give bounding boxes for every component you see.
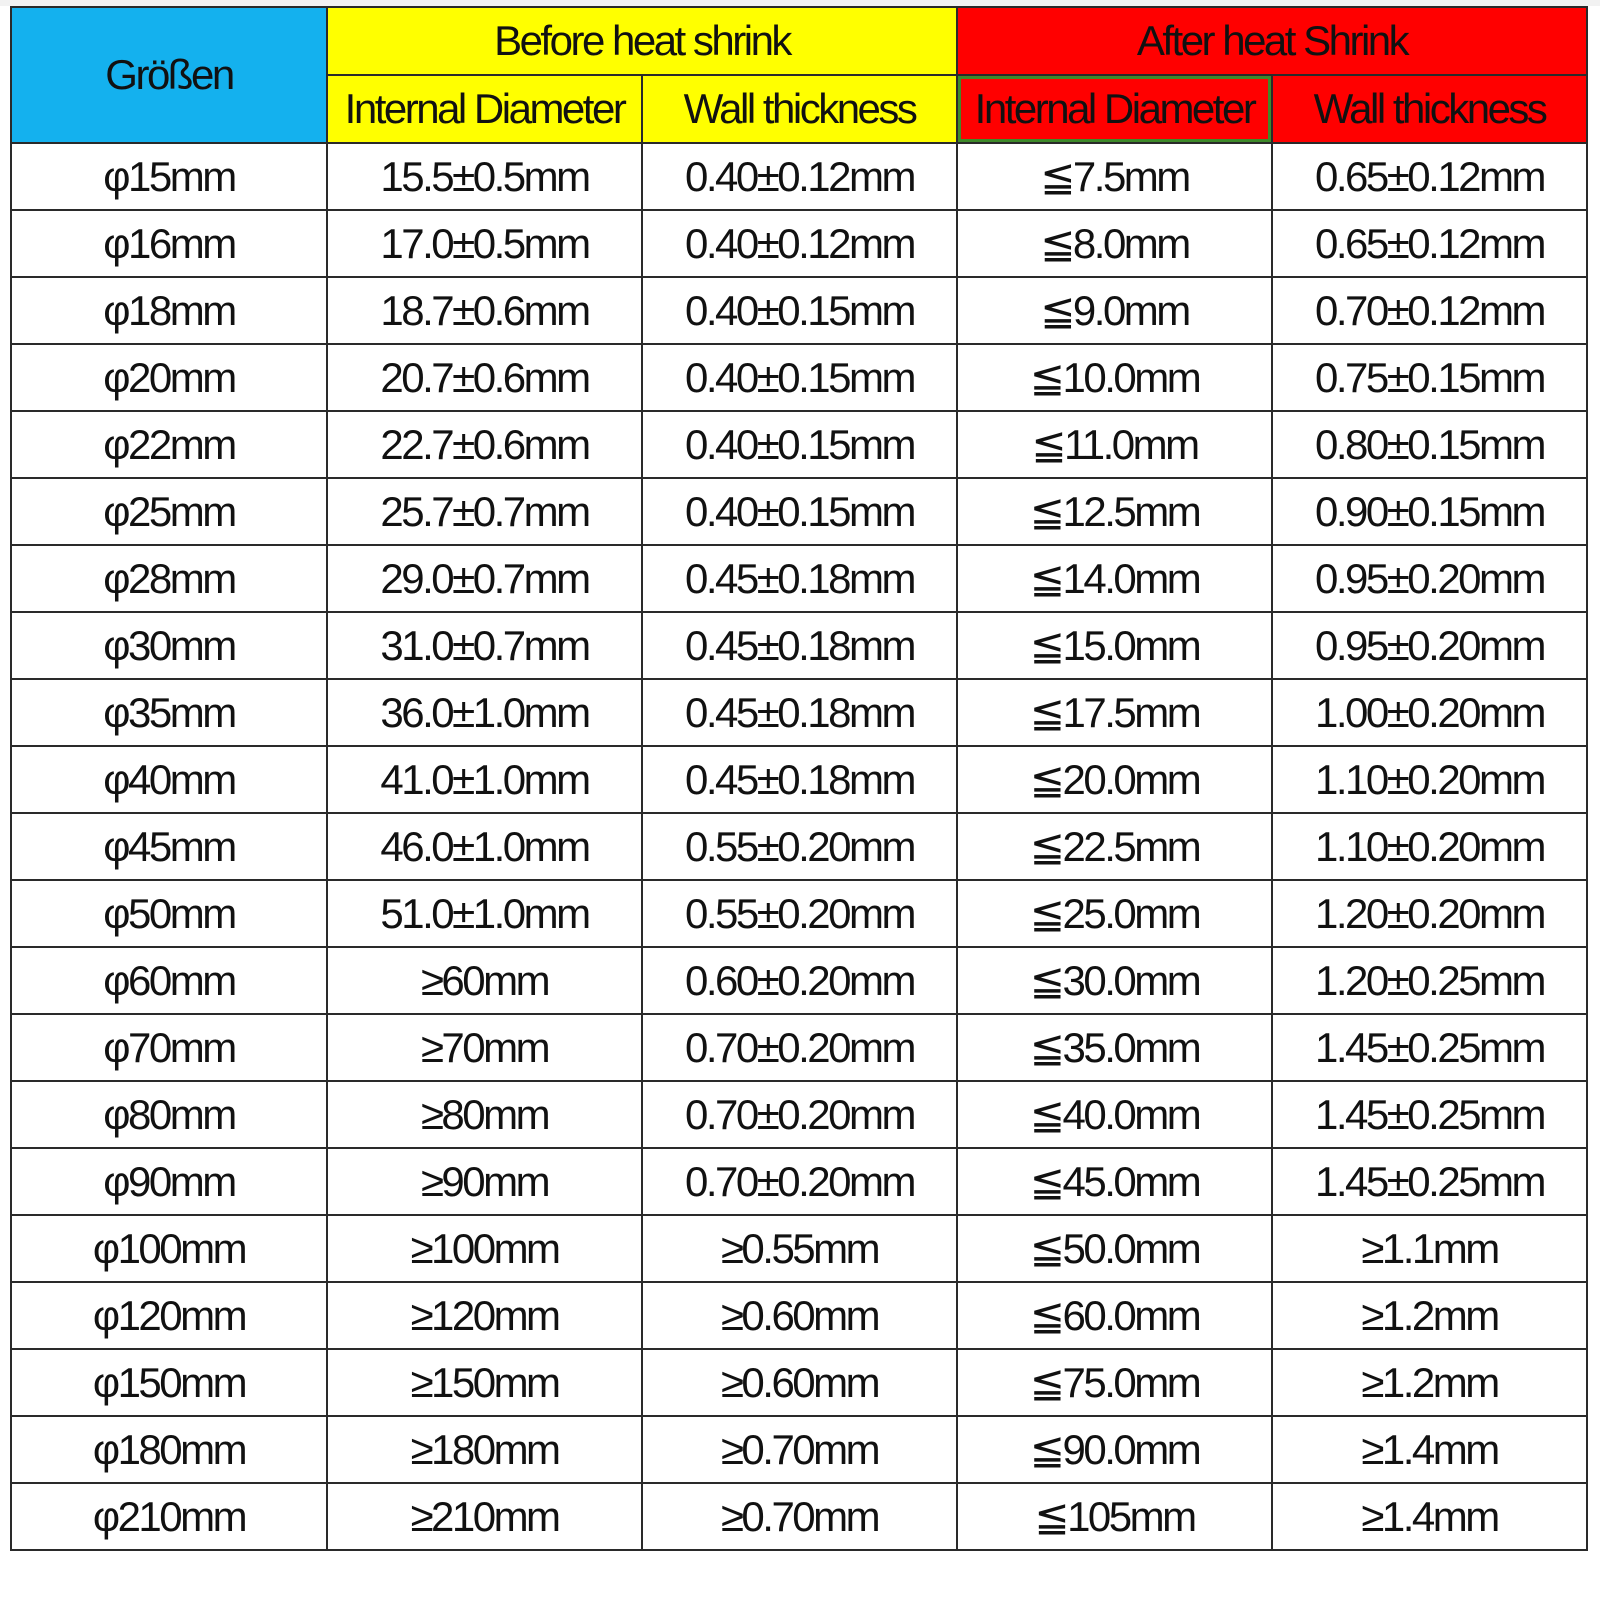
table-row [11, 880, 1587, 947]
after-internal-diameter-cell[interactable]: ≦60.0mm [957, 1282, 1272, 1349]
before-internal-diameter-cell[interactable]: ≥150mm [327, 1349, 642, 1416]
before-wall-thickness-cell[interactable]: 0.55±0.20mm [642, 813, 957, 880]
before-wall-thickness-cell[interactable]: 0.45±0.18mm [642, 545, 957, 612]
before-internal-diameter-cell[interactable]: 20.7±0.6mm [327, 344, 642, 411]
before-wall-thickness-cell[interactable]: 0.40±0.12mm [642, 143, 957, 210]
table-row [11, 1483, 1587, 1550]
after-internal-diameter-cell[interactable]: ≦45.0mm [957, 1148, 1272, 1215]
before-internal-diameter-cell[interactable]: ≥120mm [327, 1282, 642, 1349]
before-wall-thickness-cell[interactable]: 0.40±0.15mm [642, 411, 957, 478]
size-cell[interactable]: φ18mm [11, 277, 327, 344]
after-wall-thickness-cell[interactable]: 1.10±0.20mm [1272, 746, 1587, 813]
before-wall-thickness-cell[interactable]: 0.70±0.20mm [642, 1014, 957, 1081]
before-wall-thickness-cell[interactable]: 0.70±0.20mm [642, 1148, 957, 1215]
table-row [11, 1215, 1587, 1282]
table-row [11, 1282, 1587, 1349]
size-cell[interactable]: φ60mm [11, 947, 327, 1014]
before-wall-thickness-header[interactable]: Wall thickness [642, 75, 957, 143]
after-internal-diameter-cell[interactable]: ≦11.0mm [957, 411, 1272, 478]
after-internal-diameter-cell[interactable]: ≦8.0mm [957, 210, 1272, 277]
after-wall-thickness-cell[interactable]: 1.10±0.20mm [1272, 813, 1587, 880]
table-row [11, 411, 1587, 478]
before-internal-diameter-header[interactable]: Internal Diameter [327, 75, 642, 143]
size-cell[interactable]: φ210mm [11, 1483, 327, 1550]
after-wall-thickness-cell[interactable]: ≥1.2mm [1272, 1349, 1587, 1416]
after-internal-diameter-cell[interactable]: ≦15.0mm [957, 612, 1272, 679]
after-shrink-group-header[interactable]: After heat Shrink [957, 7, 1587, 75]
size-cell[interactable]: φ28mm [11, 545, 327, 612]
before-wall-thickness-cell[interactable]: 0.60±0.20mm [642, 947, 957, 1014]
before-wall-thickness-cell[interactable]: 0.70±0.20mm [642, 1081, 957, 1148]
after-internal-diameter-cell[interactable]: ≦105mm [957, 1483, 1272, 1550]
size-cell[interactable]: φ25mm [11, 478, 327, 545]
table-row [11, 1349, 1587, 1416]
after-wall-thickness-cell[interactable]: ≥1.4mm [1272, 1416, 1587, 1483]
size-cell[interactable]: φ150mm [11, 1349, 327, 1416]
after-internal-diameter-cell[interactable]: ≦17.5mm [957, 679, 1272, 746]
before-wall-thickness-cell[interactable]: 0.40±0.15mm [642, 277, 957, 344]
before-wall-thickness-cell[interactable]: 0.45±0.18mm [642, 612, 957, 679]
size-cell[interactable]: φ20mm [11, 344, 327, 411]
table-row [11, 210, 1587, 277]
before-wall-thickness-cell[interactable]: 0.40±0.15mm [642, 478, 957, 545]
before-internal-diameter-cell[interactable]: 18.7±0.6mm [327, 277, 642, 344]
after-internal-diameter-cell[interactable]: ≦50.0mm [957, 1215, 1272, 1282]
size-cell[interactable]: φ35mm [11, 679, 327, 746]
after-internal-diameter-cell[interactable]: ≦12.5mm [957, 478, 1272, 545]
before-internal-diameter-cell[interactable]: 36.0±1.0mm [327, 679, 642, 746]
table-row [11, 344, 1587, 411]
before-wall-thickness-cell[interactable]: 0.45±0.18mm [642, 679, 957, 746]
table-row [11, 746, 1587, 813]
before-internal-diameter-cell[interactable]: ≥100mm [327, 1215, 642, 1282]
after-wall-thickness-cell[interactable]: 0.95±0.20mm [1272, 545, 1587, 612]
before-wall-thickness-cell[interactable]: ≥0.70mm [642, 1483, 957, 1550]
after-internal-diameter-cell[interactable]: ≦25.0mm [957, 880, 1272, 947]
before-internal-diameter-cell[interactable]: 31.0±0.7mm [327, 612, 642, 679]
table-row [11, 679, 1587, 746]
after-internal-diameter-cell[interactable]: ≦22.5mm [957, 813, 1272, 880]
spec-table-body [11, 7, 1587, 1550]
after-internal-diameter-header-selected[interactable]: Internal Diameter [957, 75, 1272, 143]
size-cell[interactable]: φ22mm [11, 411, 327, 478]
after-wall-thickness-cell[interactable]: 1.45±0.25mm [1272, 1081, 1587, 1148]
before-internal-diameter-cell[interactable]: ≥80mm [327, 1081, 642, 1148]
size-cell[interactable]: φ100mm [11, 1215, 327, 1282]
after-wall-thickness-cell[interactable]: 0.70±0.12mm [1272, 277, 1587, 344]
after-internal-diameter-cell[interactable]: ≦90.0mm [957, 1416, 1272, 1483]
before-internal-diameter-cell[interactable]: 15.5±0.5mm [327, 143, 642, 210]
size-cell[interactable]: φ120mm [11, 1282, 327, 1349]
size-spec-table [10, 6, 1588, 1551]
after-internal-diameter-cell[interactable]: ≦75.0mm [957, 1349, 1272, 1416]
after-wall-thickness-cell[interactable]: 1.00±0.20mm [1272, 679, 1587, 746]
size-cell[interactable]: φ40mm [11, 746, 327, 813]
before-wall-thickness-cell[interactable]: 0.40±0.15mm [642, 344, 957, 411]
before-internal-diameter-cell[interactable]: 41.0±1.0mm [327, 746, 642, 813]
before-internal-diameter-cell[interactable]: ≥70mm [327, 1014, 642, 1081]
table-row [11, 612, 1587, 679]
after-wall-thickness-cell[interactable]: ≥1.2mm [1272, 1282, 1587, 1349]
after-wall-thickness-cell[interactable]: 0.80±0.15mm [1272, 411, 1587, 478]
before-internal-diameter-cell[interactable]: 51.0±1.0mm [327, 880, 642, 947]
after-wall-thickness-cell[interactable]: 0.95±0.20mm [1272, 612, 1587, 679]
after-wall-thickness-cell[interactable]: 0.65±0.12mm [1272, 210, 1587, 277]
before-internal-diameter-cell[interactable]: ≥60mm [327, 947, 642, 1014]
after-wall-thickness-cell[interactable]: 1.45±0.25mm [1272, 1014, 1587, 1081]
table-row [11, 813, 1587, 880]
after-wall-thickness-header[interactable]: Wall thickness [1272, 75, 1587, 143]
before-wall-thickness-cell[interactable]: ≥0.70mm [642, 1416, 957, 1483]
after-internal-diameter-cell[interactable]: ≦9.0mm [957, 277, 1272, 344]
table-row [11, 1148, 1587, 1215]
after-internal-diameter-cell[interactable]: ≦10.0mm [957, 344, 1272, 411]
size-column-header[interactable]: Größen [11, 7, 327, 143]
size-cell[interactable]: φ70mm [11, 1014, 327, 1081]
after-internal-diameter-cell[interactable]: ≦14.0mm [957, 545, 1272, 612]
size-cell[interactable]: φ16mm [11, 210, 327, 277]
before-internal-diameter-cell[interactable]: 29.0±0.7mm [327, 545, 642, 612]
after-wall-thickness-cell[interactable]: ≥1.4mm [1272, 1483, 1587, 1550]
size-cell[interactable]: φ30mm [11, 612, 327, 679]
after-internal-diameter-cell[interactable]: ≦40.0mm [957, 1081, 1272, 1148]
before-internal-diameter-cell[interactable]: 22.7±0.6mm [327, 411, 642, 478]
before-wall-thickness-cell[interactable]: 0.55±0.20mm [642, 880, 957, 947]
size-cell[interactable]: φ15mm [11, 143, 327, 210]
after-wall-thickness-cell[interactable]: 1.20±0.25mm [1272, 947, 1587, 1014]
after-wall-thickness-cell[interactable]: 0.75±0.15mm [1272, 344, 1587, 411]
after-wall-thickness-cell[interactable]: ≥1.1mm [1272, 1215, 1587, 1282]
before-internal-diameter-cell[interactable]: ≥210mm [327, 1483, 642, 1550]
table-row [11, 143, 1587, 210]
size-cell[interactable]: φ45mm [11, 813, 327, 880]
size-cell[interactable]: φ90mm [11, 1148, 327, 1215]
before-wall-thickness-cell[interactable]: ≥0.55mm [642, 1215, 957, 1282]
before-internal-diameter-cell[interactable]: 46.0±1.0mm [327, 813, 642, 880]
before-wall-thickness-cell[interactable]: ≥0.60mm [642, 1349, 957, 1416]
table-row [11, 947, 1587, 1014]
before-wall-thickness-cell[interactable]: 0.45±0.18mm [642, 746, 957, 813]
before-wall-thickness-cell[interactable]: 0.40±0.12mm [642, 210, 957, 277]
table-row [11, 277, 1587, 344]
before-wall-thickness-cell[interactable]: ≥0.60mm [642, 1282, 957, 1349]
after-wall-thickness-cell[interactable]: 0.65±0.12mm [1272, 143, 1587, 210]
before-internal-diameter-cell[interactable]: 17.0±0.5mm [327, 210, 642, 277]
after-internal-diameter-cell[interactable]: ≦30.0mm [957, 947, 1272, 1014]
after-wall-thickness-cell[interactable]: 1.20±0.20mm [1272, 880, 1587, 947]
table-row [11, 1014, 1587, 1081]
size-cell[interactable]: φ180mm [11, 1416, 327, 1483]
before-shrink-group-header[interactable]: Before heat shrink [327, 7, 957, 75]
before-internal-diameter-cell[interactable]: ≥180mm [327, 1416, 642, 1483]
after-internal-diameter-cell[interactable]: ≦20.0mm [957, 746, 1272, 813]
after-wall-thickness-cell[interactable]: 0.90±0.15mm [1272, 478, 1587, 545]
after-internal-diameter-cell[interactable]: ≦35.0mm [957, 1014, 1272, 1081]
table-row [11, 478, 1587, 545]
after-wall-thickness-cell[interactable]: 1.45±0.25mm [1272, 1148, 1587, 1215]
table-row [11, 1416, 1587, 1483]
after-internal-diameter-cell[interactable]: ≦7.5mm [957, 143, 1272, 210]
before-internal-diameter-cell[interactable]: ≥90mm [327, 1148, 642, 1215]
table-row [11, 545, 1587, 612]
size-cell[interactable]: φ50mm [11, 880, 327, 947]
table-row [11, 1081, 1587, 1148]
size-cell[interactable]: φ80mm [11, 1081, 327, 1148]
header-row-groups [11, 7, 1587, 75]
before-internal-diameter-cell[interactable]: 25.7±0.7mm [327, 478, 642, 545]
